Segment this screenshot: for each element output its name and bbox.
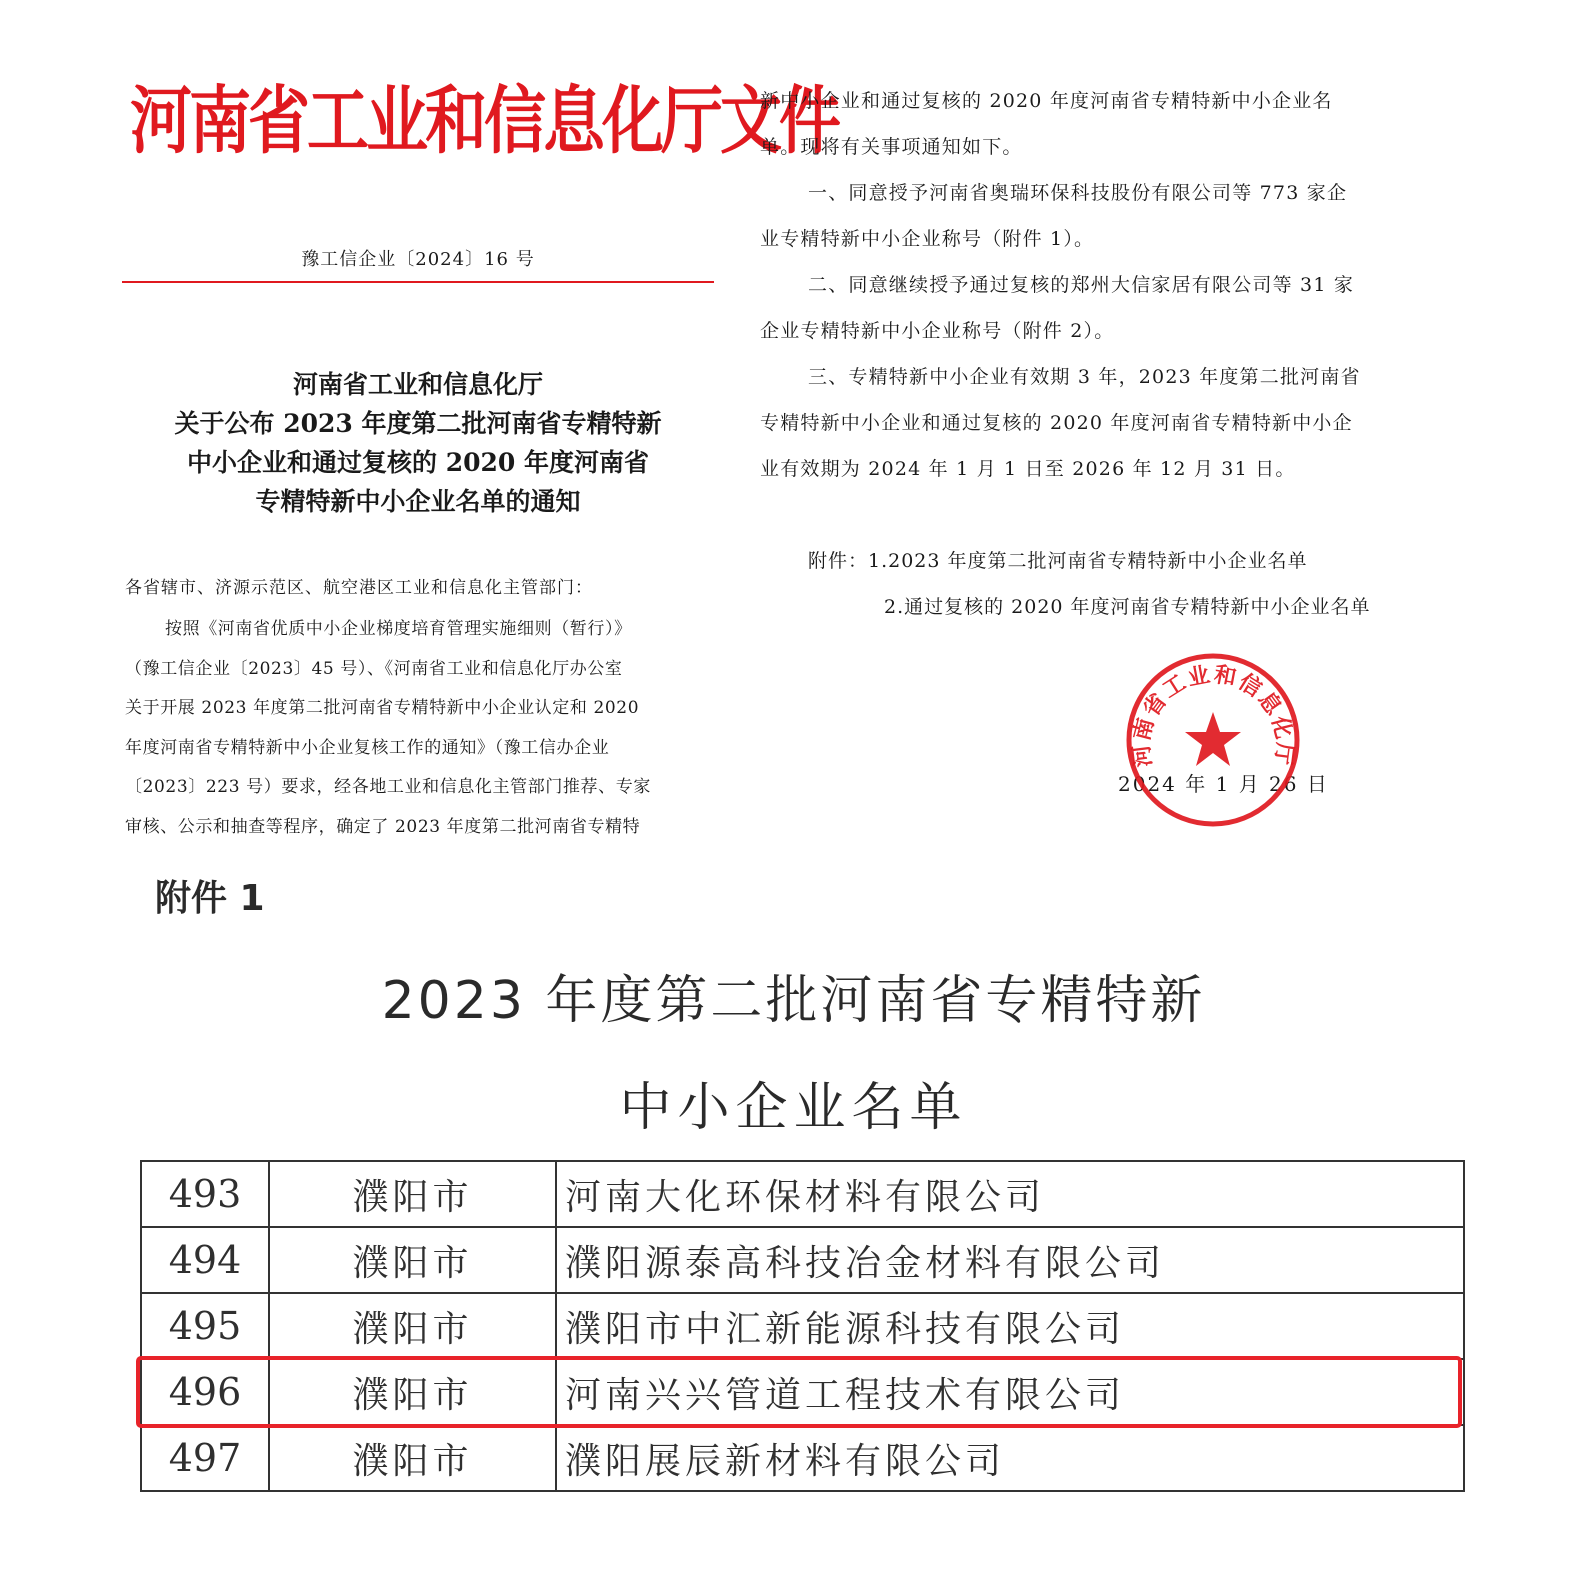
row-city: 濮阳市 bbox=[269, 1161, 556, 1227]
table-row bbox=[141, 1425, 1464, 1491]
row-company: 河南大化环保材料有限公司 bbox=[556, 1161, 1464, 1227]
row-city: 濮阳市 bbox=[269, 1425, 556, 1491]
row-company: 濮阳市中汇新能源科技有限公司 bbox=[556, 1293, 1464, 1359]
body-line: 单。现将有关事项通知如下。 bbox=[760, 136, 1023, 158]
list-title-line: 2023 年度第二批河南省专精特新 bbox=[381, 971, 1206, 1031]
notice-title-line: 专精特新中小企业名单的通知 bbox=[255, 487, 581, 516]
issue-date: 2024 年 1 月 26 日 bbox=[1118, 772, 1329, 796]
seal-star-icon bbox=[1185, 712, 1241, 766]
body-right-column bbox=[760, 78, 1460, 492]
row-city: 濮阳市 bbox=[269, 1293, 556, 1359]
notice-title bbox=[122, 365, 714, 521]
row-number: 493 bbox=[141, 1161, 269, 1227]
body-line: 专精特新中小企业和通过复核的 2020 年度河南省专精特新中小企 bbox=[760, 412, 1353, 434]
official-seal bbox=[1123, 650, 1303, 830]
row-company: 河南兴兴管道工程技术有限公司 bbox=[556, 1359, 1464, 1425]
table-row bbox=[141, 1161, 1464, 1227]
document-number: 豫工信企业〔2024〕16 号 bbox=[301, 249, 535, 270]
body-line: （豫工信企业〔2023〕45 号）、《河南省工业和信息化厅办公室 bbox=[125, 658, 623, 679]
body-line: 业有效期为 2024 年 1 月 1 日至 2026 年 12 月 31 日。 bbox=[760, 458, 1296, 480]
body-line: 三、专精特新中小企业有效期 3 年，2023 年度第二批河南省 bbox=[808, 366, 1361, 388]
highlight-box bbox=[136, 1356, 1462, 1428]
row-company: 濮阳源泰高科技冶金材料有限公司 bbox=[556, 1227, 1464, 1293]
body-line: 一、同意授予河南省奥瑞环保科技股份有限公司等 773 家企 bbox=[808, 182, 1348, 204]
attachments-list bbox=[808, 538, 1371, 630]
body-line: 按照《河南省优质中小企业梯度培育管理实施细则（暂行）》 bbox=[165, 619, 632, 639]
row-company: 濮阳展辰新材料有限公司 bbox=[556, 1425, 1464, 1491]
table-row bbox=[141, 1227, 1464, 1293]
red-divider bbox=[122, 281, 714, 283]
attachment-line: 2.通过复核的 2020 年度河南省专精特新中小企业名单 bbox=[884, 596, 1371, 618]
row-number: 497 bbox=[141, 1425, 269, 1491]
body-line: 年度河南省专精特新中小企业复核工作的通知》（豫工信办企业 bbox=[125, 737, 610, 758]
row-number: 495 bbox=[141, 1293, 269, 1359]
row-city: 濮阳市 bbox=[269, 1227, 556, 1293]
body-line: 企业专精特新中小企业称号（附件 2）。 bbox=[760, 320, 1115, 342]
row-number: 494 bbox=[141, 1227, 269, 1293]
row-city: 濮阳市 bbox=[269, 1359, 556, 1425]
attachment-line: 附件：1.2023 年度第二批河南省专精特新中小企业名单 bbox=[808, 550, 1308, 572]
body-line: 业专精特新中小企业称号（附件 1）。 bbox=[760, 228, 1095, 250]
addressee: 各省辖市、济源示范区、航空港区工业和信息化主管部门： bbox=[125, 578, 593, 598]
table-row bbox=[141, 1293, 1464, 1359]
notice-title-line: 中小企业和通过复核的 2020 年度河南省 bbox=[187, 448, 649, 477]
body-line: 新中小企业和通过复核的 2020 年度河南省专精特新中小企业名 bbox=[760, 90, 1333, 112]
body-line: 〔2023〕223 号）要求，经各地工业和信息化主管部门推荐、专家 bbox=[125, 777, 651, 797]
attachment-label: 附件 1 bbox=[155, 878, 265, 919]
body-left-column bbox=[125, 610, 725, 847]
row-number: 496 bbox=[141, 1359, 269, 1425]
body-line: 关于开展 2023 年度第二批河南省专精特新中小企业认定和 2020 bbox=[125, 698, 640, 718]
company-list-table bbox=[140, 1160, 1465, 1492]
body-line: 审核、公示和抽查等程序，确定了 2023 年度第二批河南省专精特 bbox=[125, 816, 641, 837]
notice-title-line: 关于公布 2023 年度第二批河南省专精特新 bbox=[174, 409, 662, 438]
body-line: 二、同意继续授予通过复核的郑州大信家居有限公司等 31 家 bbox=[808, 274, 1355, 296]
document-header-title: 河南省工业和信息化厅文件 bbox=[130, 77, 839, 164]
list-title-line: 中小企业名单 bbox=[619, 1078, 968, 1138]
notice-title-line: 河南省工业和信息化厅 bbox=[292, 370, 543, 399]
svg-text:河南省工业和信息化厅: 河南省工业和信息化厅 bbox=[1129, 662, 1297, 769]
